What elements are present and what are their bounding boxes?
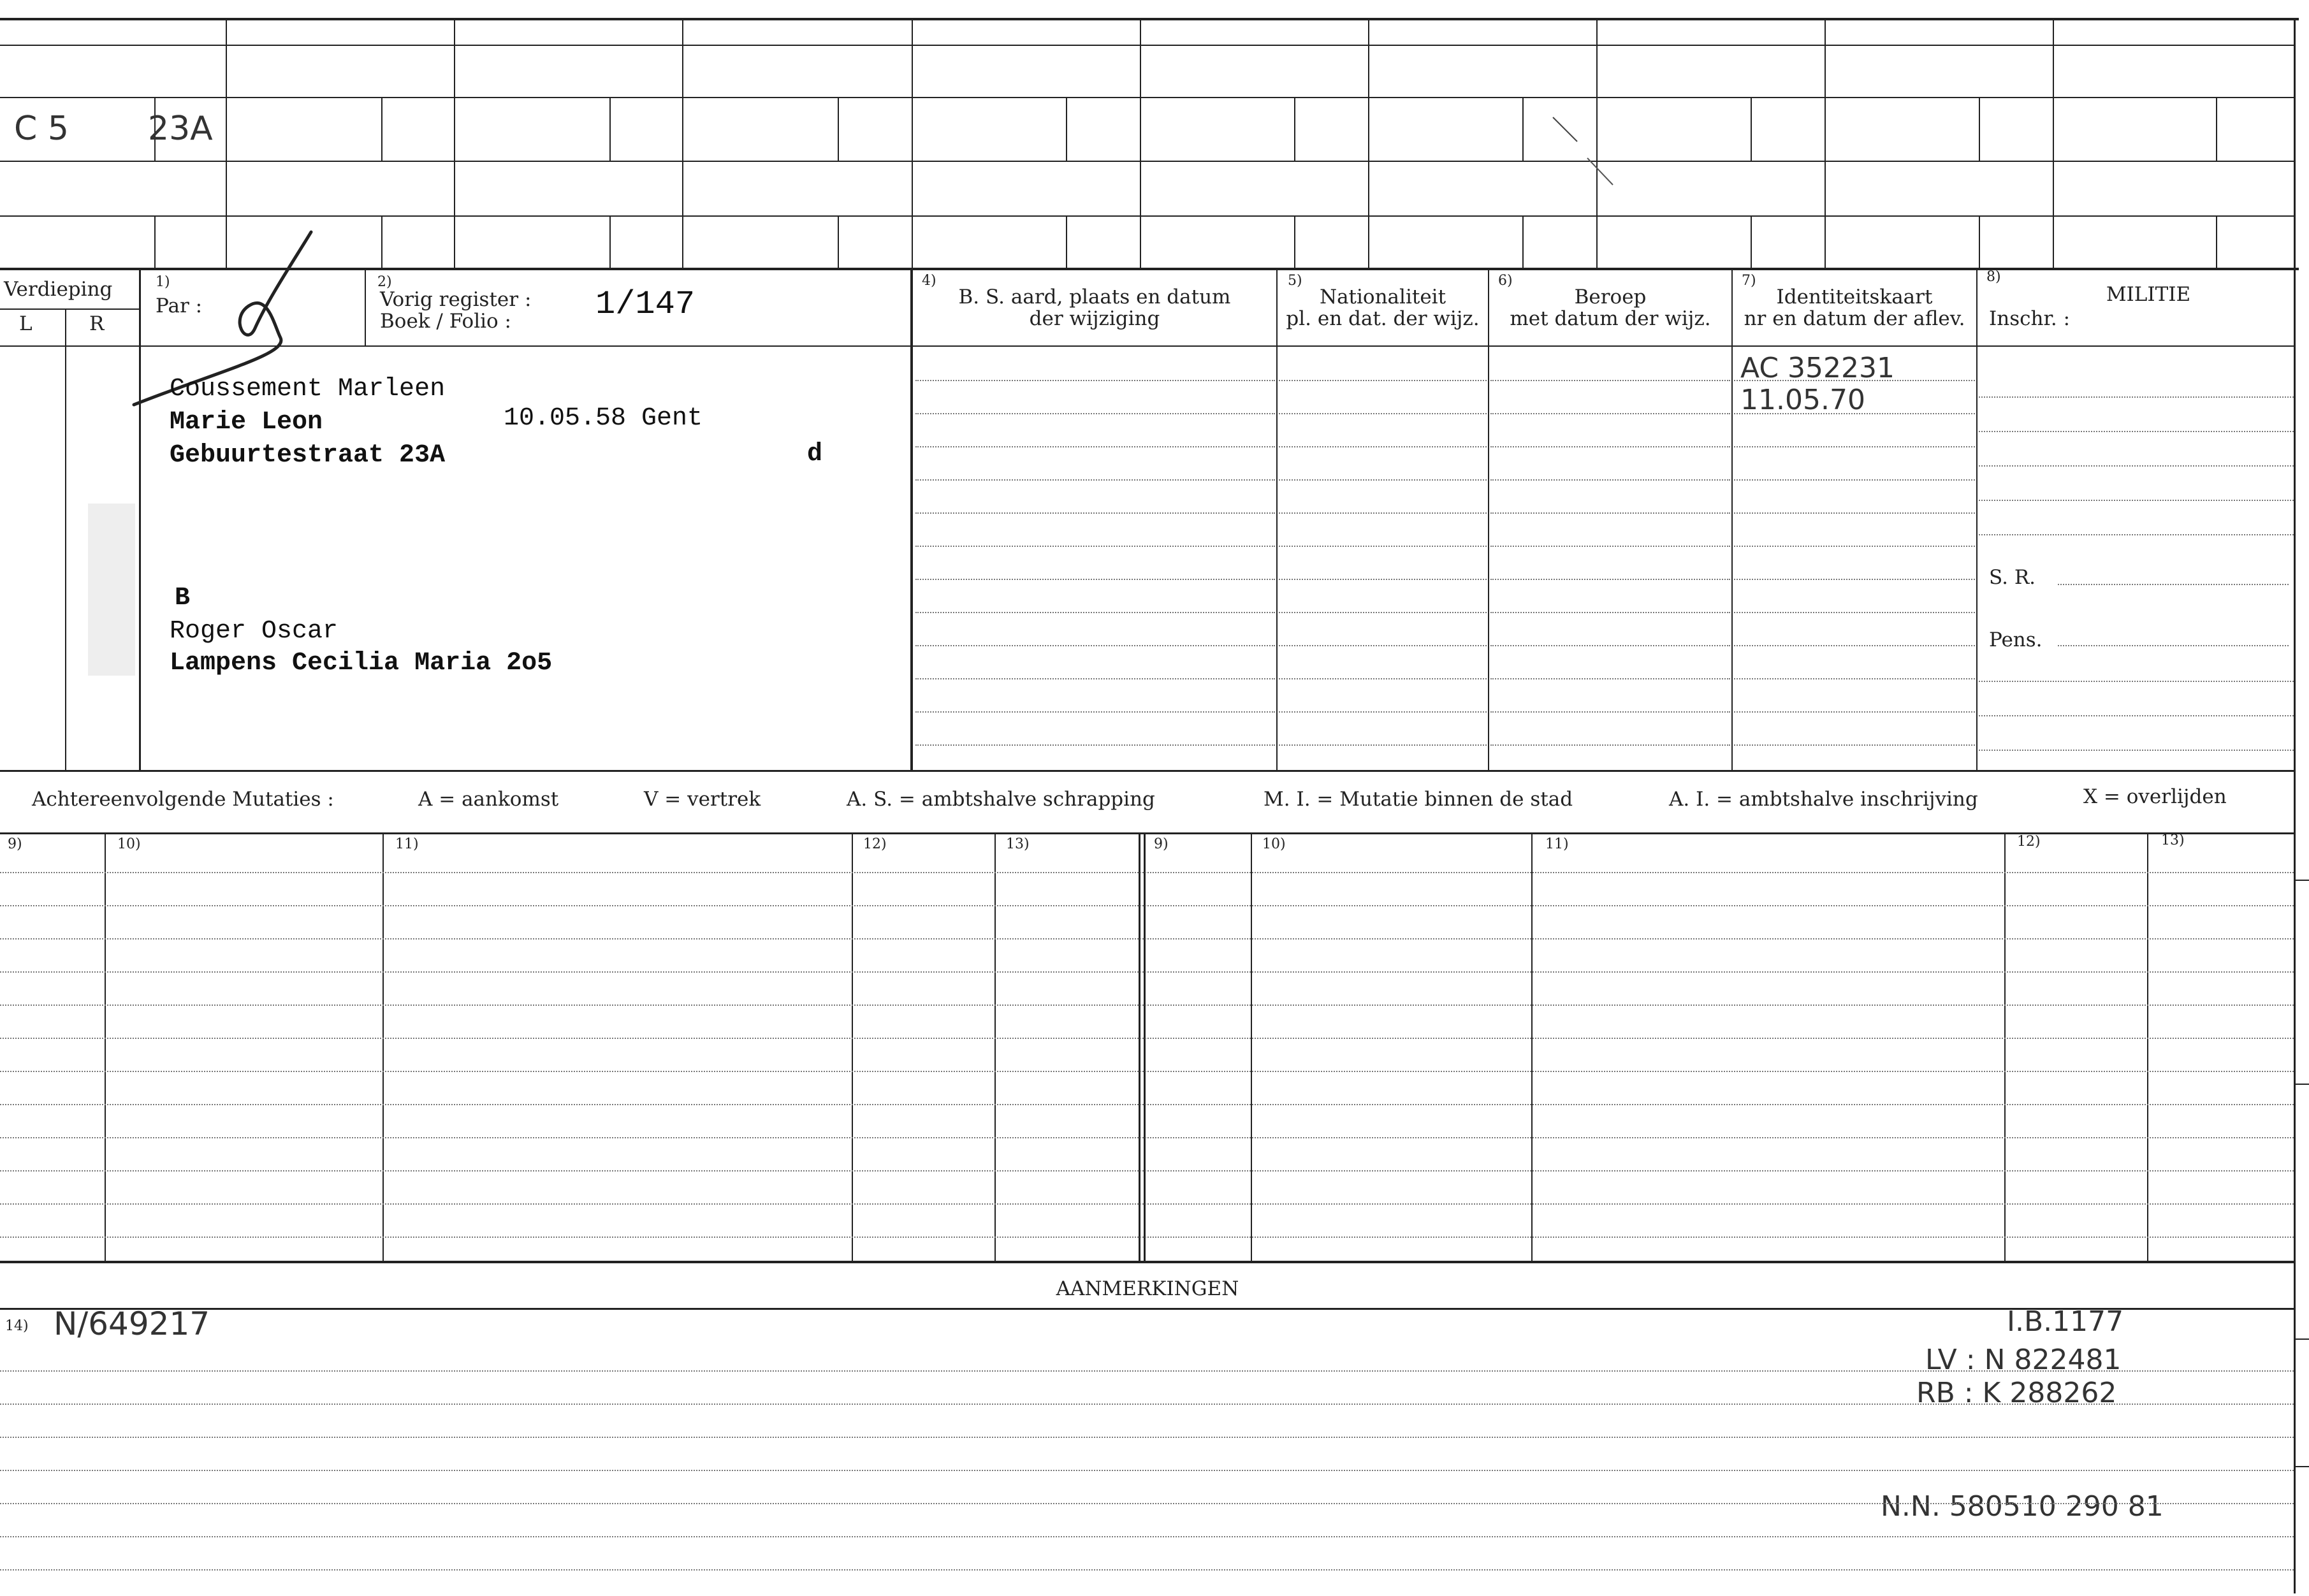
ruling-line <box>0 1005 2294 1006</box>
ruling-line <box>915 678 1275 679</box>
beroep-header-line1: Beroep <box>1574 286 1647 308</box>
ruling-line <box>0 1503 2294 1504</box>
ruling-line <box>915 744 1275 746</box>
militie-header: MILITIE <box>2106 283 2191 306</box>
ruling-line <box>0 971 2294 973</box>
legend-schrapping: A. S. = ambtshalve schrapping <box>847 788 1155 811</box>
id-header-line2: nr en datum der aflev. <box>1744 307 1965 330</box>
ruling-line <box>915 380 1275 381</box>
vorig-register-label: Vorig register : <box>380 288 532 311</box>
registration-card: C 5 23A Verdieping L R 1) Par : 2) Vorig register : Boek / Folio : 1/147 4) B. S. aard, plaats en datum der wijziging 5) Nationaliteit pl. en dat. der wijz. 6) Beroep met datum der wijz. 7) Identiteitskaart nr en datum der aflev. 8) MILITIE Inschr. : S. R. Pens. Coussement Marleen Marie Leon 10.05.58 Gent Gebuurtestraat 23A d B Roger Oscar Lampens Cecilia Maria 2o5 AC 352231 11.05.70 Achtereenvolgende Mutaties : A = aankomst V = vertrek A. S. = ambtshalve schrapping M. I. = Mutatie binnen de stad A. I. = ambtshalve inschrijving X = overlijden 9) 10) 11) 12) 13) 9) 10) 11) 12) 13) AANMERKINGEN 14) N/649217 I.B.1177 LV : N 822481 RB : K 288262 N.N. 580510 290 81 <box>0 0 2309 1596</box>
ruling-line <box>0 1071 2294 1072</box>
mutaties-title: Achtereenvolgende Mutaties : <box>32 788 334 811</box>
ruling-line <box>915 413 1275 414</box>
ruling-line <box>1279 446 1487 447</box>
ruling-line <box>0 905 2294 906</box>
ruling-line <box>1490 645 1730 646</box>
ruling-line <box>0 1404 2294 1405</box>
ruling-line <box>915 612 1275 613</box>
ruling-line <box>1734 579 1975 580</box>
ruling-line <box>1490 479 1730 481</box>
grid-code-2: 23A <box>148 110 213 148</box>
legend-vertrek: V = vertrek <box>644 788 761 811</box>
ruling-line <box>1734 645 1975 646</box>
legend-inschrijving: A. I. = ambtshalve inschrijving <box>1669 788 1978 811</box>
ruling-line <box>1490 413 1730 414</box>
legend-aankomst: A = aankomst <box>418 788 559 811</box>
lv-number: LV : N 822481 <box>1925 1344 2122 1376</box>
col-r-label: R <box>89 312 105 335</box>
par-label: Par : <box>156 294 203 317</box>
ruling-line <box>915 446 1275 447</box>
ruling-line <box>0 1437 2294 1438</box>
bs-header-line1: B. S. aard, plaats en datum <box>958 286 1231 308</box>
bs-header-line2: der wijziging <box>1029 307 1160 330</box>
ib-number: I.B.1177 <box>2007 1305 2124 1338</box>
ruling-line <box>1734 744 1975 746</box>
ruling-line <box>1979 396 2294 398</box>
ruling-line <box>1734 711 1975 713</box>
id-header-line1: Identiteitskaart <box>1776 286 1933 308</box>
ruling-line <box>1279 711 1487 713</box>
legend-overlijden: X = overlijden <box>2083 785 2227 808</box>
ruling-line <box>1979 681 2294 682</box>
ruling-line <box>1734 479 1975 481</box>
name-line2: Marie Leon <box>170 408 323 437</box>
verdieping-label: Verdieping <box>4 278 113 301</box>
ruling-line <box>1279 512 1487 514</box>
ruling-line <box>1279 744 1487 746</box>
ruling-line <box>915 645 1275 646</box>
col-l-label: L <box>19 312 33 335</box>
ruling-line <box>1490 380 1730 381</box>
right-border <box>2294 18 2296 771</box>
aanmerkingen-title: AANMERKINGEN <box>1056 1277 1239 1300</box>
top-border <box>0 18 2299 20</box>
aanmerkingen-code: N/649217 <box>54 1305 210 1342</box>
ruling-line <box>1490 678 1730 679</box>
inschr-label: Inschr. : <box>1989 307 2071 330</box>
ruling-line <box>1279 380 1487 381</box>
name-line1: Coussement Marleen <box>170 375 446 403</box>
ruling-line <box>915 512 1275 514</box>
ruling-line <box>1490 579 1730 580</box>
ruling-line <box>1490 744 1730 746</box>
ruling-line <box>1279 413 1487 414</box>
ruling-line <box>0 1203 2294 1205</box>
ruling-line <box>1979 534 2294 535</box>
id-card-number: AC 352231 <box>1740 352 1895 384</box>
ruling-line <box>0 1170 2294 1172</box>
ruling-line <box>1979 750 2294 751</box>
mark-d: d <box>807 440 823 468</box>
pens-label: Pens. <box>1989 628 2043 651</box>
ruling-line <box>1979 715 2294 716</box>
ruling-line <box>1490 546 1730 547</box>
id-card-date: 11.05.70 <box>1740 384 1865 416</box>
birth-date-place: 10.05.58 Gent <box>504 404 703 433</box>
ruling-line <box>915 579 1275 580</box>
ruling-line <box>0 1104 2294 1105</box>
ruling-line <box>1490 446 1730 447</box>
ruling-line <box>0 1137 2294 1138</box>
grid-code-1: C 5 <box>14 110 69 148</box>
legend-mutatie: M. I. = Mutatie binnen de stad <box>1264 788 1573 811</box>
ruling-line <box>1490 711 1730 713</box>
ruling-line <box>1279 612 1487 613</box>
vorig-folio-value: 1/147 <box>595 286 696 323</box>
ruling-line <box>0 1237 2294 1238</box>
ruling-line <box>1979 465 2294 467</box>
ruling-line <box>0 938 2294 939</box>
ruling-line <box>1279 579 1487 580</box>
ruling-line <box>1734 612 1975 613</box>
ruling-line <box>1734 678 1975 679</box>
beroep-header-line2: met datum der wijz. <box>1510 307 1711 330</box>
ruling-line <box>1734 546 1975 547</box>
ruling-line <box>0 1038 2294 1039</box>
ruling-line <box>915 479 1275 481</box>
nat-header-line1: Nationaliteit <box>1319 286 1446 308</box>
ruling-line <box>0 1470 2294 1471</box>
ruling-line <box>1279 645 1487 646</box>
ruling-line <box>1279 479 1487 481</box>
sr-label: S. R. <box>1989 566 2036 589</box>
ruling-line <box>915 546 1275 547</box>
ruling-line <box>1979 431 2294 432</box>
ruling-line <box>1279 678 1487 679</box>
pencil-stroke <box>1549 113 1619 190</box>
boek-folio-label: Boek / Folio : <box>380 310 511 333</box>
ruling-line <box>1734 512 1975 514</box>
ruling-line <box>1490 612 1730 613</box>
ruling-line <box>1279 546 1487 547</box>
ruling-line <box>0 872 2294 873</box>
ruling-line <box>0 1536 2294 1537</box>
ruling-line <box>0 1370 2294 1372</box>
ruling-line <box>915 711 1275 713</box>
ruling-line <box>1979 500 2294 501</box>
smudge-mark <box>76 497 153 688</box>
ruling-line <box>1734 446 1975 447</box>
ruling-line <box>1490 512 1730 514</box>
address: Gebuurtestraat 23A <box>170 441 446 470</box>
rb-number: RB : K 288262 <box>1916 1377 2117 1409</box>
b-label: B <box>175 584 191 613</box>
nn-number: N.N. 580510 290 81 <box>1881 1490 2164 1523</box>
father-names: Roger Oscar <box>170 617 339 646</box>
mother-names: Lampens Cecilia Maria 2o5 <box>170 649 553 678</box>
nat-header-line2: pl. en dat. der wijz. <box>1286 307 1480 330</box>
ruling-line <box>0 1569 2294 1571</box>
